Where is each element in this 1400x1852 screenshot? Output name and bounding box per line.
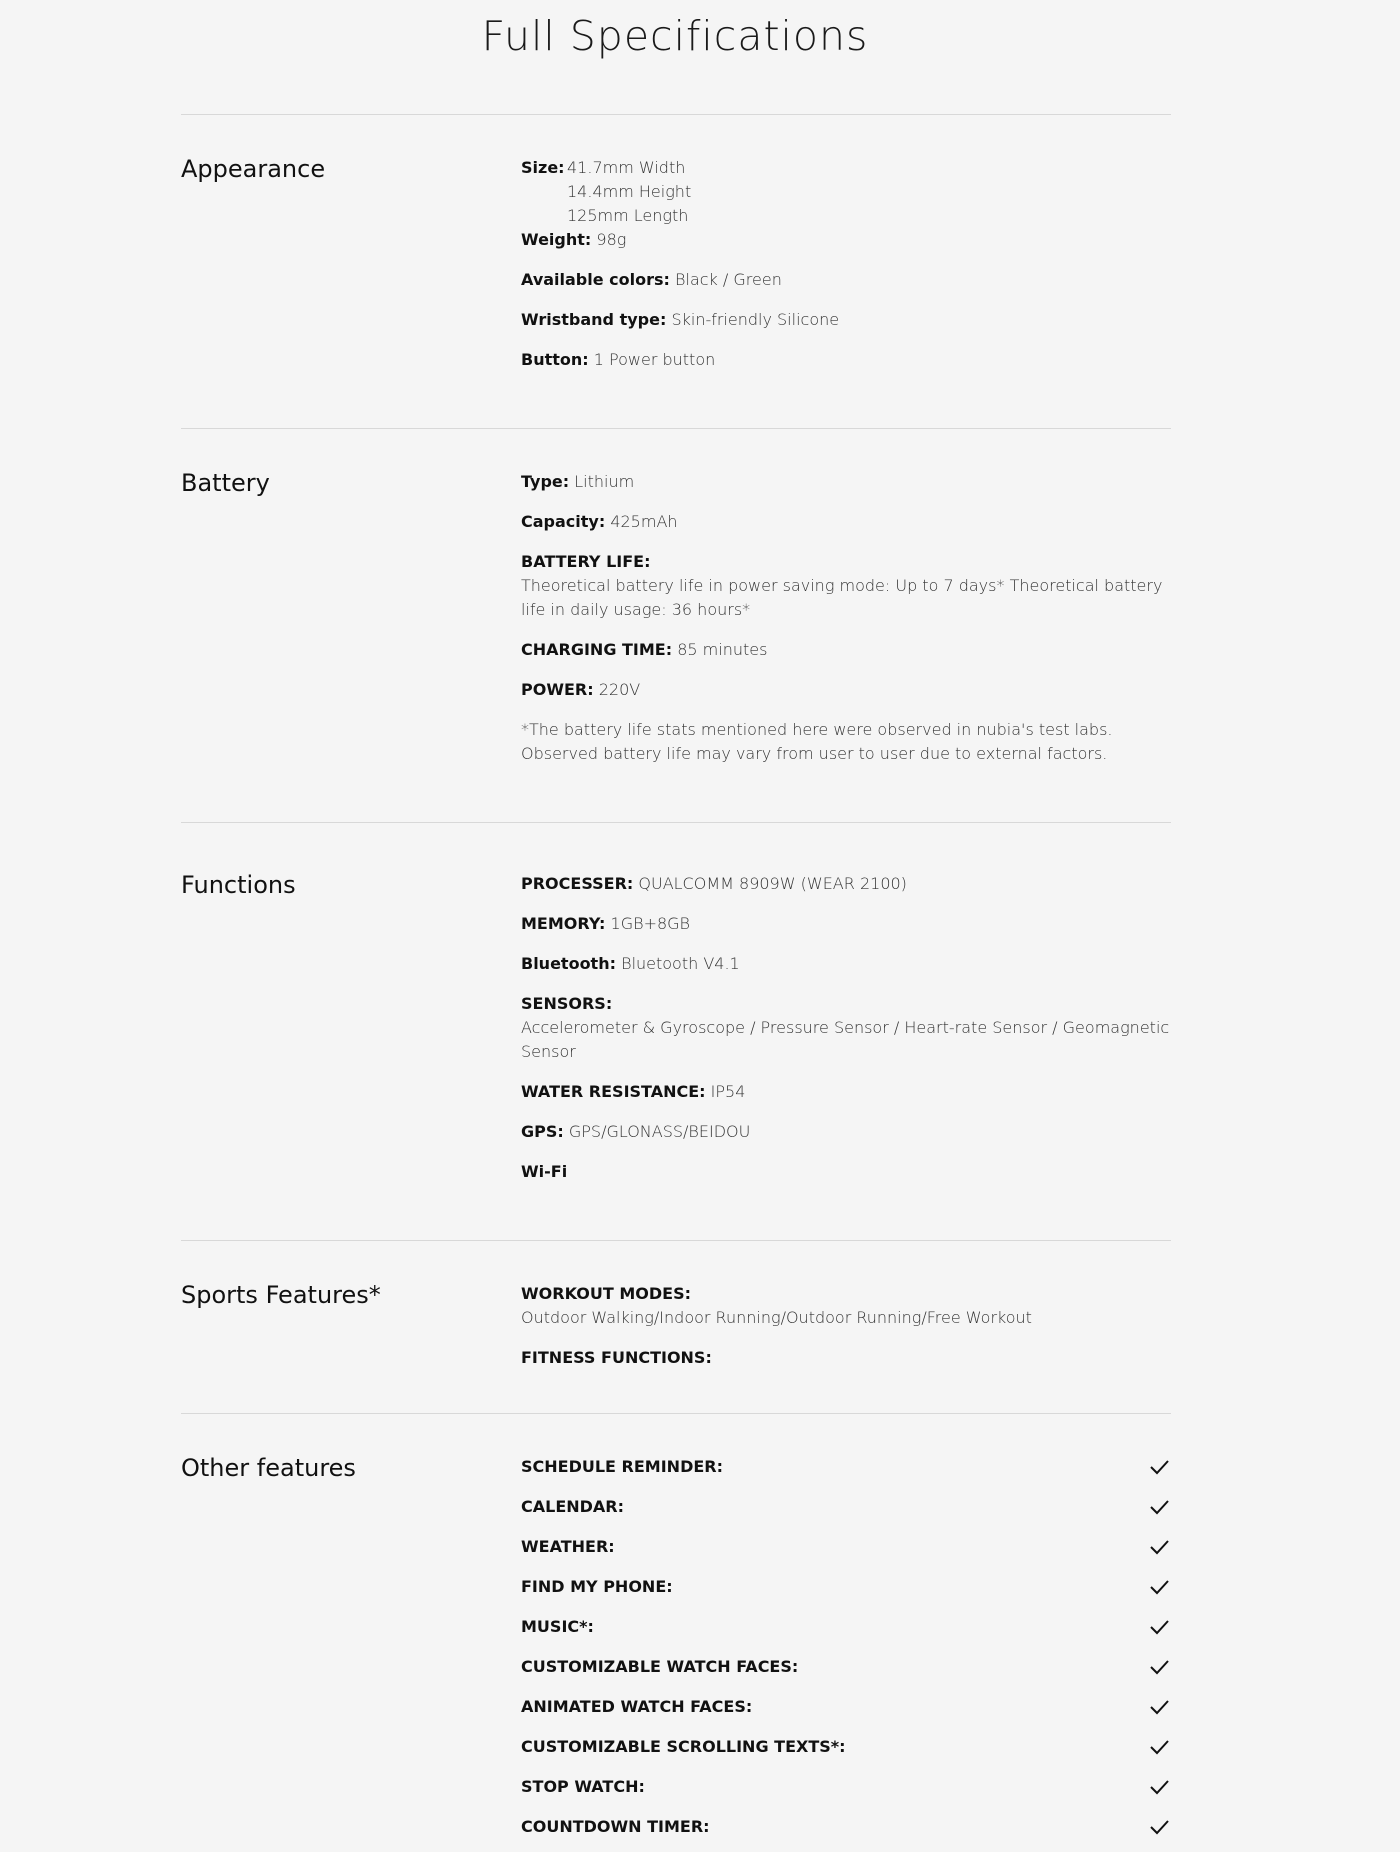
spec-button bbox=[521, 348, 1171, 372]
spec-memory bbox=[521, 912, 1171, 936]
battery-footnote bbox=[521, 718, 1171, 766]
spec-sensors bbox=[521, 992, 1171, 1064]
spec-label: CHARGING TIME: bbox=[521, 640, 673, 659]
spec-label: WORKOUT MODES: bbox=[521, 1284, 691, 1303]
spec-label: Button: bbox=[521, 350, 589, 369]
checkmark-icon bbox=[1148, 1816, 1170, 1838]
spec-value: 98g bbox=[591, 230, 627, 249]
feature-schedule-reminder: SCHEDULE REMINDER: bbox=[521, 1457, 723, 1476]
section-divider bbox=[181, 1240, 1171, 1241]
feature-customizable-watch-faces: CUSTOMIZABLE WATCH FACES: bbox=[521, 1657, 799, 1676]
spec-power bbox=[521, 678, 1171, 702]
spec-label: WATER RESISTANCE: bbox=[521, 1082, 706, 1101]
checkmark-icon bbox=[1148, 1696, 1170, 1718]
section-divider bbox=[181, 428, 1171, 429]
section-divider bbox=[181, 114, 1171, 115]
spec-wifi bbox=[521, 1160, 1171, 1184]
spec-value: GPS/GLONASS/BEIDOU bbox=[563, 1122, 751, 1141]
feature-find-my-phone: FIND MY PHONE: bbox=[521, 1577, 673, 1596]
checkmark-icon bbox=[1148, 1576, 1170, 1598]
spec-label: Capacity: bbox=[521, 512, 606, 531]
section-divider bbox=[181, 1413, 1171, 1414]
spec-wristband bbox=[521, 308, 1171, 332]
spec-value: Outdoor Walking/Indoor Running/Outdoor Running/Free Workout bbox=[521, 1308, 1032, 1327]
footnote-text: *The battery life stats mentioned here were observed in nubia's test labs. Observed battery life may vary from user to user due to external factors. bbox=[521, 720, 1113, 763]
spec-processor bbox=[521, 872, 1171, 896]
spec-label: FITNESS FUNCTIONS: bbox=[521, 1348, 712, 1367]
spec-label: PROCESSER: bbox=[521, 874, 634, 893]
spec-battery-life bbox=[521, 550, 1171, 622]
section-title-functions: Functions bbox=[181, 871, 296, 899]
checkmark-icon bbox=[1148, 1656, 1170, 1678]
feature-countdown-timer: COUNTDOWN TIMER: bbox=[521, 1817, 710, 1836]
checkmark-icon bbox=[1148, 1616, 1170, 1638]
spec-weight bbox=[521, 228, 1171, 252]
feature-stop-watch: STOP WATCH: bbox=[521, 1777, 645, 1796]
feature-weather: WEATHER: bbox=[521, 1537, 615, 1556]
section-title-sports: Sports Features* bbox=[181, 1281, 381, 1309]
feature-customizable-scrolling-texts: CUSTOMIZABLE SCROLLING TEXTS*: bbox=[521, 1737, 846, 1756]
feature-animated-watch-faces: ANIMATED WATCH FACES: bbox=[521, 1697, 753, 1716]
checkmark-icon bbox=[1148, 1736, 1170, 1758]
spec-value: Theoretical battery life in power saving mode: Up to 7 days* Theoretical battery life in daily usage: 36 hours* bbox=[521, 576, 1163, 619]
size-width: 41.7mm Width bbox=[567, 158, 686, 177]
section-title-other: Other features bbox=[181, 1454, 356, 1482]
spec-label: Size: bbox=[521, 158, 565, 177]
spec-value: 85 minutes bbox=[672, 640, 768, 659]
size-height: 14.4mm Height bbox=[567, 182, 692, 201]
spec-label: Weight: bbox=[521, 230, 592, 249]
spec-bluetooth bbox=[521, 952, 1171, 976]
spec-water-resistance bbox=[521, 1080, 1171, 1104]
feature-music: MUSIC*: bbox=[521, 1617, 594, 1636]
spec-value: 1GB+8GB bbox=[605, 914, 691, 933]
spec-value: 425mAh bbox=[605, 512, 678, 531]
spec-label: Type: bbox=[521, 472, 570, 491]
spec-value: Bluetooth V4.1 bbox=[616, 954, 740, 973]
page-title: Full Specifications bbox=[481, 12, 869, 60]
spec-colors bbox=[521, 268, 1171, 292]
spec-charging-time bbox=[521, 638, 1171, 662]
spec-capacity bbox=[521, 510, 1171, 534]
spec-value: 1 Power button bbox=[588, 350, 716, 369]
spec-value: Accelerometer & Gyroscope / Pressure Sensor / Heart-rate Sensor / Geomagnetic Sensor bbox=[521, 1018, 1170, 1061]
checkmark-icon bbox=[1148, 1536, 1170, 1558]
spec-fitness-functions bbox=[521, 1346, 1171, 1370]
checkmark-icon bbox=[1148, 1496, 1170, 1518]
spec-label: BATTERY LIFE: bbox=[521, 552, 651, 571]
spec-workout-modes bbox=[521, 1282, 1171, 1330]
spec-gps bbox=[521, 1120, 1171, 1144]
spec-label: SENSORS: bbox=[521, 994, 613, 1013]
spec-label: Wristband type: bbox=[521, 310, 667, 329]
spec-size-values bbox=[567, 156, 691, 228]
checkmark-icon bbox=[1148, 1776, 1170, 1798]
spec-value: Skin-friendly Silicone bbox=[666, 310, 840, 329]
spec-label: MEMORY: bbox=[521, 914, 606, 933]
spec-value: IP54 bbox=[705, 1082, 746, 1101]
spec-type bbox=[521, 470, 1171, 494]
spec-value: QUALCOMM 8909W (WEAR 2100) bbox=[633, 874, 907, 893]
feature-calendar: CALENDAR: bbox=[521, 1497, 625, 1516]
spec-value: Lithium bbox=[569, 472, 635, 491]
size-length: 125mm Length bbox=[567, 206, 689, 225]
section-title-battery: Battery bbox=[181, 469, 270, 497]
spec-label: POWER: bbox=[521, 680, 594, 699]
spec-label: Wi-Fi bbox=[521, 1162, 568, 1181]
spec-label: GPS: bbox=[521, 1122, 564, 1141]
spec-value: Black / Green bbox=[669, 270, 782, 289]
checkmark-icon bbox=[1148, 1456, 1170, 1478]
spec-label: Available colors: bbox=[521, 270, 670, 289]
spec-label: Bluetooth: bbox=[521, 954, 616, 973]
section-title-appearance: Appearance bbox=[181, 155, 326, 183]
section-divider bbox=[181, 822, 1171, 823]
spec-value: 220V bbox=[593, 680, 641, 699]
